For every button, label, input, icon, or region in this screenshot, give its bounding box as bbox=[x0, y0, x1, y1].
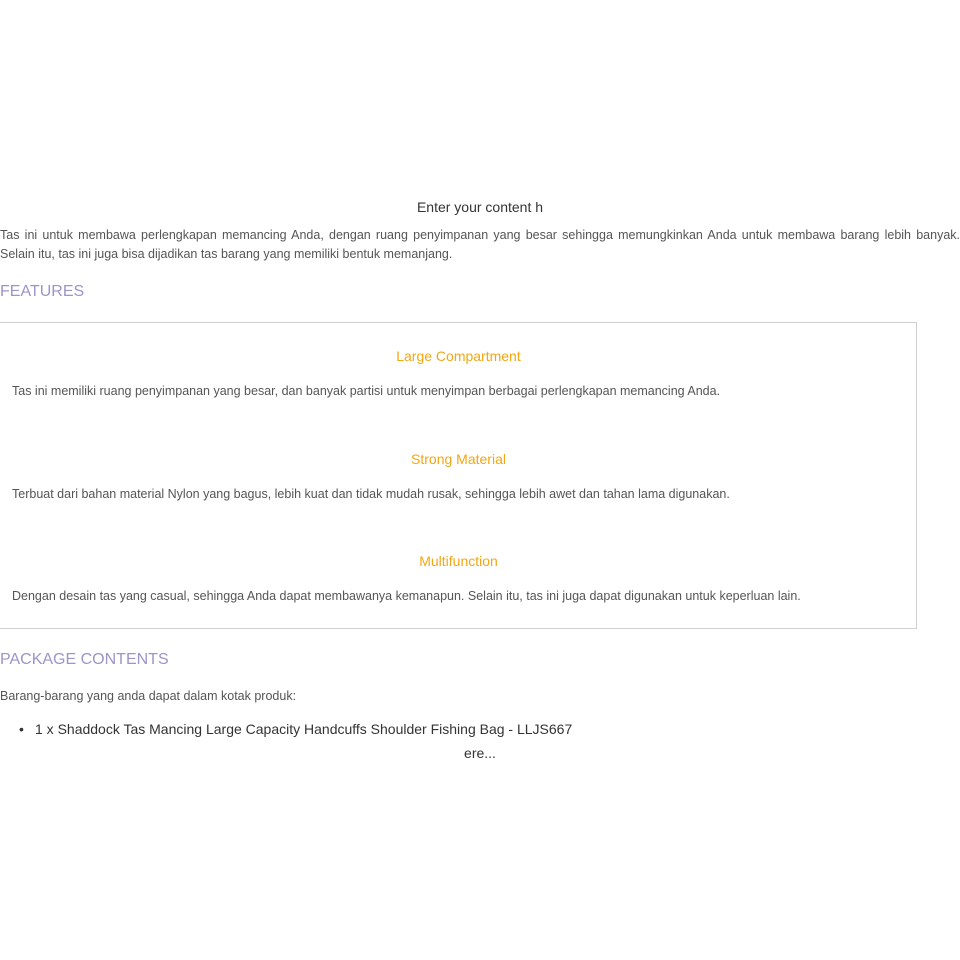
feature-description: Terbuat dari bahan material Nylon yang bagus, lebih kuat dan tidak mudah rusak, sehingga lebih awet dan tahan lama digunakan. bbox=[12, 487, 730, 501]
package-contents-heading: PACKAGE CONTENTS bbox=[0, 651, 169, 668]
feature-title: Large Compartment bbox=[396, 348, 521, 364]
package-item-label: 1 x Shaddock Tas Mancing Large Capacity Handcuffs Shoulder Fishing Bag - LLJS667 bbox=[35, 721, 573, 737]
package-intro-text: Barang-barang yang anda dapat dalam kotak produk: bbox=[0, 689, 297, 703]
feature-title: Multifunction bbox=[419, 553, 498, 569]
feature-title: Strong Material bbox=[411, 451, 506, 467]
features-heading: FEATURES bbox=[0, 283, 85, 300]
feature-description: Dengan desain tas yang casual, sehingga Anda dapat membawanya kemanapun. Selain itu, tas ini juga dapat digunakan untuk keperluan lain. bbox=[12, 589, 801, 603]
bullet-icon: • bbox=[19, 721, 24, 737]
product-intro-text: Tas ini untuk membawa perlengkapan memancing Anda, dengan ruang penyimpanan yang besar sehingga memungkinkan Anda untuk membawa barang lebih banyak. Selain itu, tas ini juga bisa dijadikan tas barang yang memiliki bentuk memanjang. bbox=[0, 228, 960, 261]
content-placeholder-top: Enter your content h bbox=[416, 199, 544, 215]
content-placeholder-bottom: ere... bbox=[464, 745, 496, 761]
list-item bbox=[0, 719, 572, 739]
feature-description: Tas ini memiliki ruang penyimpanan yang besar, dan banyak partisi untuk menyimpan berbagai perlengkapan memancing Anda. bbox=[12, 384, 721, 398]
features-box bbox=[0, 322, 917, 629]
package-list bbox=[0, 719, 572, 739]
